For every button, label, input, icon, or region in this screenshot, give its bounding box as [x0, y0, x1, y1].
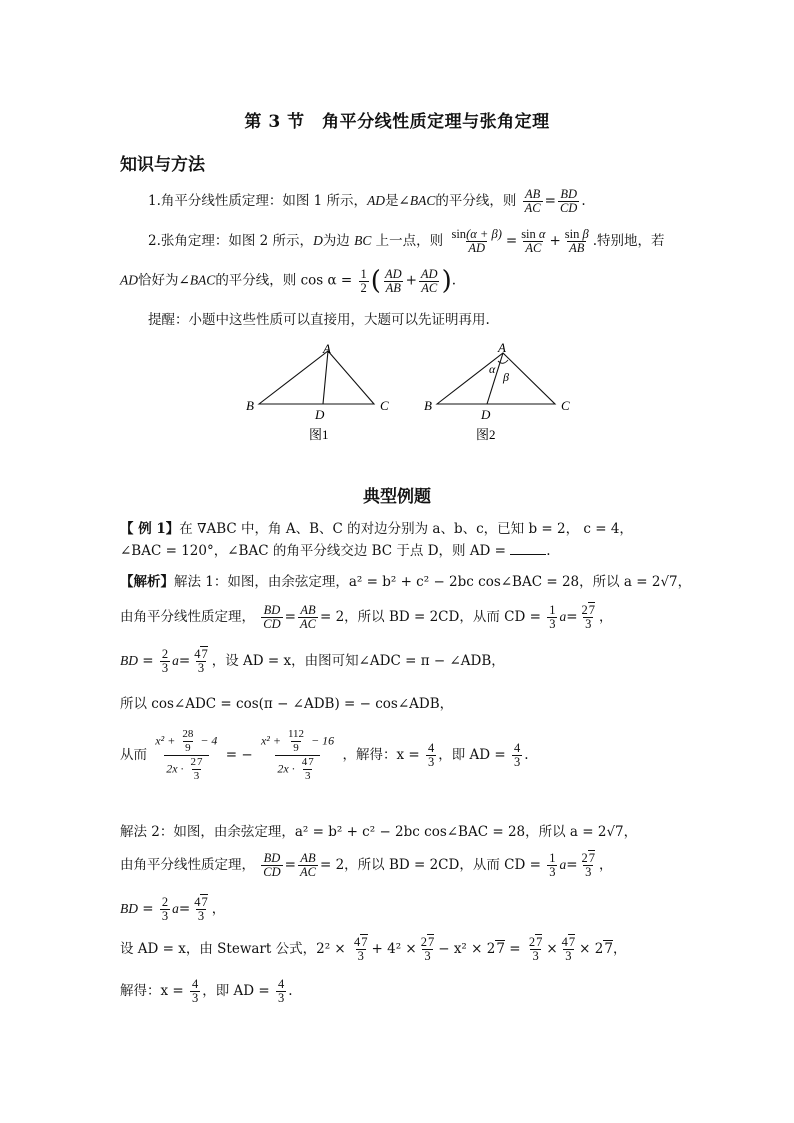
knowledge-line-2: 2.张角定理：如图 2 所示，D为边 BC 上一点，则 $\frac{\sin(\alpha + \beta)}{AD}$ = $\frac{\text{sin α}}{AC}$ + $\frac{\text{sin β}}{AB}$ .特别地，若 — [148, 227, 665, 255]
page-title: 第 3 节 角平分线性质定理与张角定理 — [244, 112, 550, 132]
frac-4r7-3-c: $\frac{47}{3}$ — [354, 935, 368, 963]
frac-bd-cd-3: $\frac{BD}{CD}$ — [263, 851, 281, 879]
k1-bac: BAC — [409, 193, 436, 208]
fig2-label-alpha: α — [489, 362, 496, 376]
example-1-line-2 — [120, 539, 551, 559]
frac-ab-ac-3: $\frac{AB}{AC}$ — [299, 851, 316, 879]
fig2-label-c: C — [561, 398, 570, 413]
frac-big-left: x² + $\frac{28}{9}$ − 4 2x · $\frac{27}{3}$ — [155, 728, 218, 782]
fig1-caption: 图1 — [309, 427, 329, 442]
section-heading-knowledge: 知识与方法 — [120, 155, 205, 175]
answer-blank — [510, 542, 546, 555]
frac-2r7-3-c: $\frac{27}{3}$ — [420, 935, 435, 963]
frac-1-3-b: $\frac{1}{3}$ — [549, 851, 556, 879]
method-2-text-4: 设 AD = x，由 Stewart 公式，2² × — [120, 941, 346, 957]
k3-ad: AD — [120, 272, 138, 288]
fig1-label-c: C — [380, 398, 389, 413]
method-2-line-1: 解法 2：如图，由余弦定理，a² = b² + c² − 2bc cos∠BAC = 28，所以 a = 2√7， — [120, 824, 638, 840]
k3-bac: BAC — [189, 272, 216, 288]
k3-post: . — [451, 272, 457, 289]
frac-bd-cd-2: $\frac{BD}{CD}$ — [263, 603, 281, 631]
k1-post: 的平分线，则 — [435, 193, 517, 209]
fig1-label-d: D — [315, 407, 325, 422]
fig2-angle-arc — [498, 360, 508, 363]
method-2-text-5b: ，即 AD = — [202, 983, 270, 999]
method-2-text-2: 由角平分线性质定理， — [120, 857, 255, 873]
solution-1-text-5b: ，解得：x = — [342, 747, 420, 763]
frac-4r7-3: $\frac{47}{3}$ — [194, 647, 208, 675]
frac-4-3-d: $\frac{4}{3}$ — [278, 977, 285, 1005]
k3-pre: 恰好为∠ — [138, 272, 190, 289]
figure-2 — [424, 340, 570, 442]
frac-ab-ac: $\frac{AB}{AC}$ — [524, 187, 541, 215]
frac-2r7-3-b: $\frac{27}{3}$ — [581, 851, 595, 879]
solution-line-4: 所以 cos∠ADC = cos(π − ∠ADB) = − cos∠ADB， — [120, 696, 454, 712]
frac-1-3: $\frac{1}{3}$ — [549, 603, 556, 631]
frac-4r7-3-b: $\frac{47}{3}$ — [194, 895, 208, 923]
example-1-text-2: ∠BAC = 120°，∠BAC 的角平分线交边 BC 于点 D，则 AD = — [120, 543, 511, 559]
k2-tail: .特别地，若 — [592, 233, 665, 249]
solution-line-1 — [120, 570, 691, 590]
frac-ab-ac-2: $\frac{AB}{AC}$ — [299, 603, 316, 631]
frac-sin-sum-ad: $\frac{\sin(\alpha + \beta)}{AD}$ — [451, 227, 502, 255]
solution-1-text-3: ，设 AD = x，由图可知∠ADC = π − ∠ADB， — [211, 653, 505, 669]
k2-d: D — [313, 233, 323, 248]
method-2-text-3: ， — [211, 901, 226, 917]
fig1-bisector — [323, 351, 328, 404]
solution-1-text-5c: ，即 AD = — [438, 747, 506, 763]
fig1-label-a: A — [323, 341, 331, 356]
fig2-caption: 图2 — [476, 427, 496, 442]
k1-mid: 是∠ — [385, 193, 410, 209]
method-2-text-5: 解得：x = — [120, 983, 184, 999]
frac-2r7-3-d: $\frac{27}{3}$ — [528, 935, 543, 963]
reminder-text: 提醒：小题中这些性质可以直接用，大题可以先证明再用. — [148, 312, 490, 328]
example-1-end: . — [546, 543, 551, 559]
solution-line-3: BD = $\frac{2}{3}$ a= $\frac{47}{3}$ ，设 AD = x，由图可知∠ADC = π − ∠ADB， — [120, 647, 505, 675]
frac-ad-ab: $\frac{AD}{AB}$ — [384, 266, 402, 295]
method-2-text-2b: = 2，所以 BD = 2CD，从而 CD = — [319, 857, 541, 873]
frac-sin-b-ab: $\frac{\text{sin β}}{AB}$ — [564, 227, 589, 255]
example-1-line-1 — [120, 517, 633, 537]
frac-4-3-c: $\frac{4}{3}$ — [192, 977, 199, 1005]
frac-4-3-b: $\frac{4}{3}$ — [514, 741, 521, 769]
knowledge-line-3: AD恰好为∠BAC的平分线，则 cos α = $\frac{1}{2}$ ( $\frac{AD}{AB}$ + $\frac{AD}{AC}$ ). — [120, 266, 457, 296]
frac-2r7-3: $\frac{27}{3}$ — [581, 603, 595, 631]
figure-1 — [246, 341, 389, 442]
k2-text: 2.张角定理：如图 2 所示， — [148, 233, 314, 249]
fig2-label-b: B — [424, 398, 432, 413]
solution-1-text-2b: = 2，所以 BD = 2CD，从而 CD = — [319, 609, 541, 625]
frac-half: $\frac{1}{2}$ — [360, 266, 367, 295]
k1-ad: AD — [367, 193, 386, 208]
solution-1-text-5a: 从而 — [120, 747, 147, 763]
example-label: 【 例 1】 — [120, 521, 180, 537]
knowledge-line-1: 1.角平分线性质定理：如图 1 所示，AD是∠BAC的平分线，则 $\frac{AB}{AC}$ = $\frac{BD}{CD}$ . — [148, 187, 586, 215]
k2-bc: BC — [354, 233, 372, 248]
k2-post: 上一点，则 — [371, 233, 444, 249]
frac-4-3-a: $\frac{4}{3}$ — [427, 741, 435, 769]
frac-2-3: $\frac{2}{3}$ — [161, 647, 169, 675]
method-2-line-4: 设 AD = x，由 Stewart 公式，2² × $\frac{47}{3}$ + 4² × $\frac{27}{3}$ − x² × 27 = $\frac{27}{3}$ × $\frac{47}{3}$ × 27， — [120, 935, 627, 963]
k3-mid: 的平分线，则 cos α = — [215, 272, 353, 289]
frac-big-right: x² + $\frac{112}{9}$ − 16 2x · $\frac{47}{3}$ — [260, 728, 335, 782]
solution-label: 【解析】 — [120, 574, 174, 590]
method-2-line-5: 解得：x = $\frac{4}{3}$ ，即 AD = $\frac{4}{3}$ . — [120, 977, 293, 1005]
frac-sin-a-ac: $\frac{\text{sin α}}{AC}$ — [521, 227, 546, 255]
solution-1-text-2: 由角平分线性质定理， — [120, 609, 255, 625]
figures — [0, 335, 794, 465]
solution-line-2: 由角平分线性质定理， $\frac{BD}{CD}$ = $\frac{AB}{AC}$ = 2，所以 BD = 2CD，从而 CD = $\frac{1}{3}$ a= $\frac{27}{3}$ ， — [120, 603, 613, 631]
frac-2-3-b: $\frac{2}{3}$ — [161, 895, 169, 923]
section-heading-examples: 典型例题 — [363, 487, 431, 507]
fig2-triangle — [437, 353, 555, 404]
solution-line-5: 从而 x² + $\frac{28}{9}$ − 4 2x · $\frac{27}{3}$ = − x² + $\frac{112}{9}$ − 16 2x · $\frac{47}{3}$ ，解得：x = $\frac{4}{3}$ ，即 AD = $\frac{4}{3}$ . — [120, 728, 529, 782]
fig2-cevian — [487, 353, 503, 404]
method-2-line-3: BD = $\frac{2}{3}$ a= $\frac{47}{3}$ ， — [120, 895, 226, 923]
fig2-label-beta: β — [503, 370, 509, 384]
fig1-triangle — [259, 351, 374, 404]
fig1-label-b: B — [246, 398, 254, 413]
example-1-text-1: 在 ∇ABC 中，角 A、B、C 的对边分别为 a、b、c，已知 b = 2， c = 4， — [179, 521, 633, 537]
frac-ad-ac: $\frac{AD}{AC}$ — [420, 266, 438, 295]
k1-text: 1.角平分线性质定理：如图 1 所示， — [148, 193, 368, 209]
fig2-label-a: A — [498, 340, 506, 355]
method-2-line-2: 由角平分线性质定理， $\frac{BD}{CD}$ = $\frac{AB}{AC}$ = 2，所以 BD = 2CD，从而 CD = $\frac{1}{3}$ a= $\frac{27}{3}$ ， — [120, 851, 613, 879]
fig2-label-d: D — [481, 407, 491, 422]
solution-1-text-1: 解法 1：如图，由余弦定理，a² = b² + c² − 2bc cos∠BAC = 28，所以 a = 2√7， — [174, 574, 692, 590]
frac-4r7-3-d: $\frac{47}{3}$ — [561, 935, 576, 963]
frac-bd-cd: $\frac{BD}{CD}$ — [559, 187, 578, 215]
k2-mid: 为边 — [322, 233, 355, 249]
